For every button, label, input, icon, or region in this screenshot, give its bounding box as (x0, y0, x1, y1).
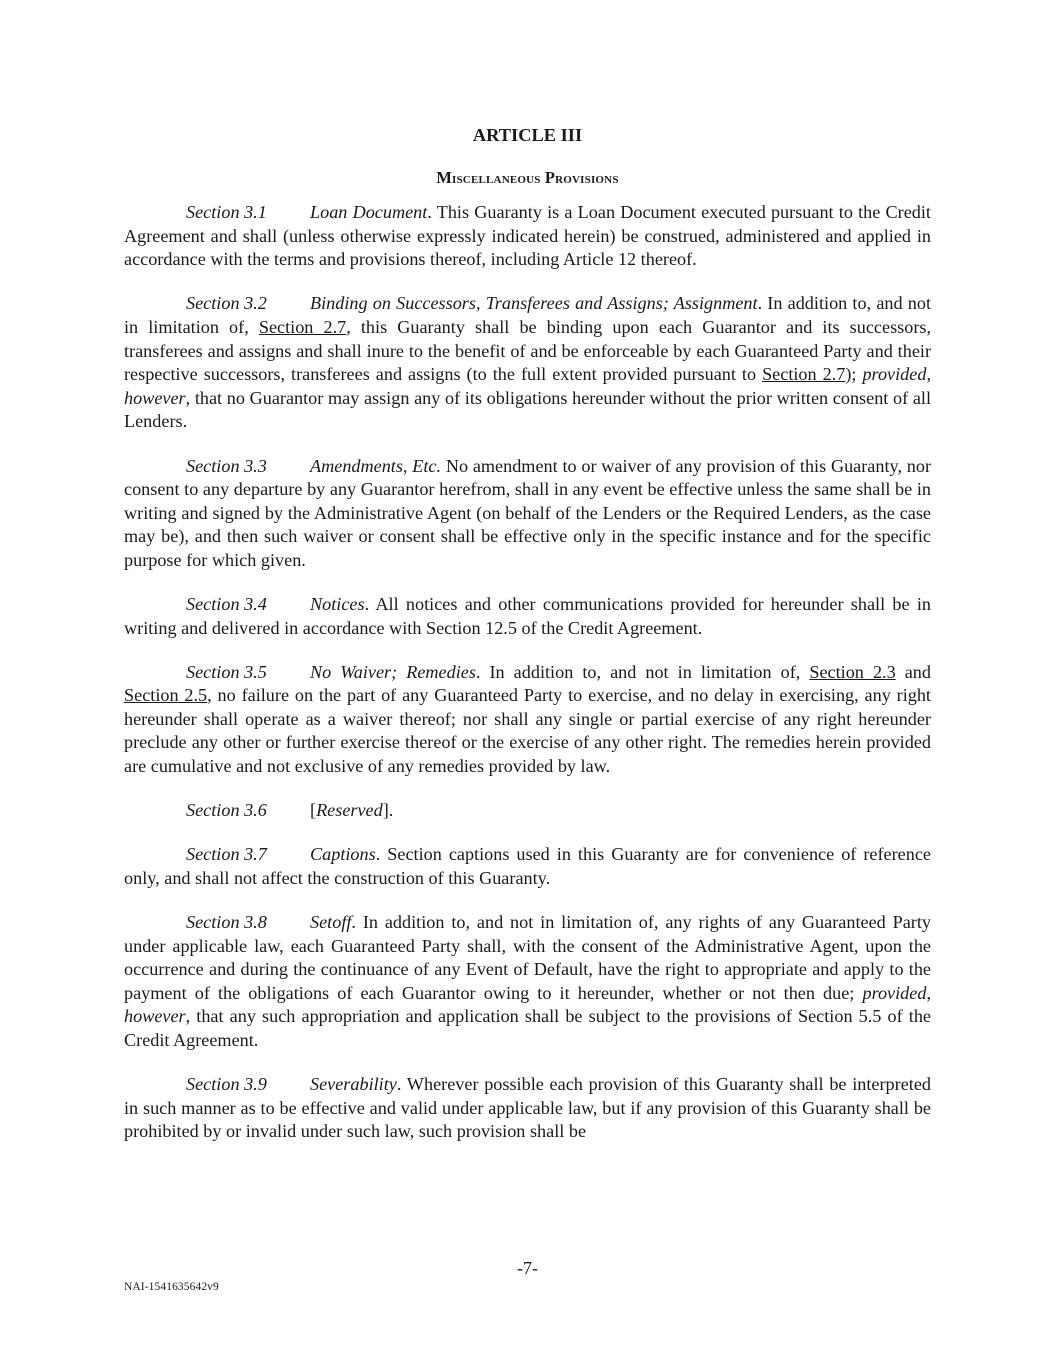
section-number: Section 3.8 (186, 911, 267, 932)
section-heading: Severability (310, 1074, 397, 1094)
section-body: , (926, 364, 931, 385)
section-3-9 (124, 1073, 931, 1144)
section-number: Section 3.4 (186, 594, 267, 614)
section-number: Section 3.1 (186, 202, 267, 223)
section-heading: Setoff (310, 911, 352, 932)
section-body: , this Guaranty shall be binding upon each Guarantor and its successors, transferees and assigns and shall inure to the benefit of and be enforceable by each Guaranteed Party and their respective successors, transferees and assigns (to the full extent provided pursuant to (124, 317, 931, 385)
emphasis-text: however (124, 1006, 186, 1027)
section-body: , that no Guarantor may assign any of its obligations hereunder without the prior written consent of all Lenders. (124, 387, 931, 432)
section-3-2 (124, 292, 931, 434)
document-page (124, 124, 931, 1164)
section-body: . In addition to, and not in limitation of, (475, 661, 810, 682)
section-body: ); (845, 364, 863, 385)
section-reference-link[interactable]: Section 2.7 (258, 317, 347, 338)
section-body: . Wherever possible each provision of this Guaranty shall be interpreted in such manner as to be effective and valid under applicable law, but if any provision of this Guaranty shall be prohibited by or invalid under such law, such provision shall be (124, 1074, 931, 1142)
section-number: Section 3.6 (186, 800, 267, 821)
section-heading: No Waiver; Remedies (310, 661, 476, 682)
section-reference-link[interactable]: Section 2.3 (809, 661, 896, 682)
emphasis-text: provided (862, 364, 927, 385)
section-number: Section 3.7 (186, 844, 267, 865)
section-number: Section 3.2 (186, 293, 267, 314)
article-subtitle: Miscellaneous Provisions (436, 167, 619, 187)
section-reference-link[interactable]: Section 2.7 (762, 364, 846, 385)
article-title: ARTICLE III (472, 125, 583, 145)
emphasis-text: provided (862, 982, 927, 1003)
section-body: ]. (382, 800, 394, 821)
emphasis-text: however (124, 387, 186, 408)
section-3-3 (124, 455, 931, 573)
section-3-8 (124, 911, 931, 1053)
section-3-7 (124, 843, 931, 890)
section-number: Section 3.3 (186, 455, 267, 476)
section-body: and (895, 661, 931, 682)
section-number: Section 3.5 (186, 661, 267, 682)
section-3-5 (124, 661, 931, 779)
section-heading: Amendments, Etc. (310, 455, 442, 476)
section-3-4 (124, 593, 931, 640)
section-heading: Captions (310, 844, 376, 865)
section-heading: Reserved (316, 800, 383, 821)
section-body: . In addition to, and not in limitation of, (124, 293, 931, 338)
section-body: , no failure on the part of any Guaranteed Party to exercise, and no delay in exercising, any right hereunder shall operate as a waiver thereof; nor shall any single or partial exercise of any right hereunder preclude any other or further exercise thereof or the exercise of any other right. The remedies herein provided are cumulative and not exclusive of any remedies provided by law. (124, 685, 931, 777)
section-3-6 (124, 799, 931, 823)
section-heading: Loan Document (310, 202, 428, 223)
document-id: NAI-1541635642v9 (124, 1281, 219, 1293)
section-reference-link[interactable]: Section 2.5 (124, 685, 208, 706)
section-body: [ (310, 800, 317, 821)
section-body: No amendment to or waiver of any provision of this Guaranty, nor consent to any departure by any Guarantor herefrom, shall in any event be effective unless the same shall be in writing and signed by the Administrative Agent (on behalf of the Lenders or the Required Lenders, as the case may be), and then such waiver or consent shall be effective only in the specific instance and for the specific purpose for which given. (124, 455, 932, 570)
section-heading: Notices (310, 594, 365, 614)
section-heading: Binding on Successors, Transferees and Assigns; Assignment (310, 293, 758, 314)
section-body: . Section captions used in this Guaranty are for convenience of reference only, and shall not affect the construction of this Guaranty. (124, 844, 931, 888)
section-body: , that any such appropriation and application shall be subject to the provisions of Section 5.5 of the Credit Agreement. (124, 1006, 931, 1050)
page-number: -7- (517, 1258, 538, 1278)
section-body: . This Guaranty is a Loan Document executed pursuant to the Credit Agreement and shall (unless otherwise expressly indicated herein) be construed, administered and applied in accordance with the terms and provisions thereof, including Article 12 thereof. (124, 202, 931, 270)
section-body: . All notices and other communications provided for hereunder shall be in writing and delivered in accordance with Section 12.5 of the Credit Agreement. (124, 594, 931, 638)
section-body: . In addition to, and not in limitation of, any rights of any Guaranteed Party under applicable law, each Guaranteed Party shall, with the consent of the Administrative Agent, upon the occurrence and during the continuance of any Event of Default, have the right to appropriate and apply to the payment of the obligations of each Guarantor owing to it hereunder, whether or not then due; (124, 911, 931, 1003)
section-body: , (926, 982, 931, 1003)
section-3-1 (124, 201, 931, 272)
section-number: Section 3.9 (186, 1074, 267, 1094)
